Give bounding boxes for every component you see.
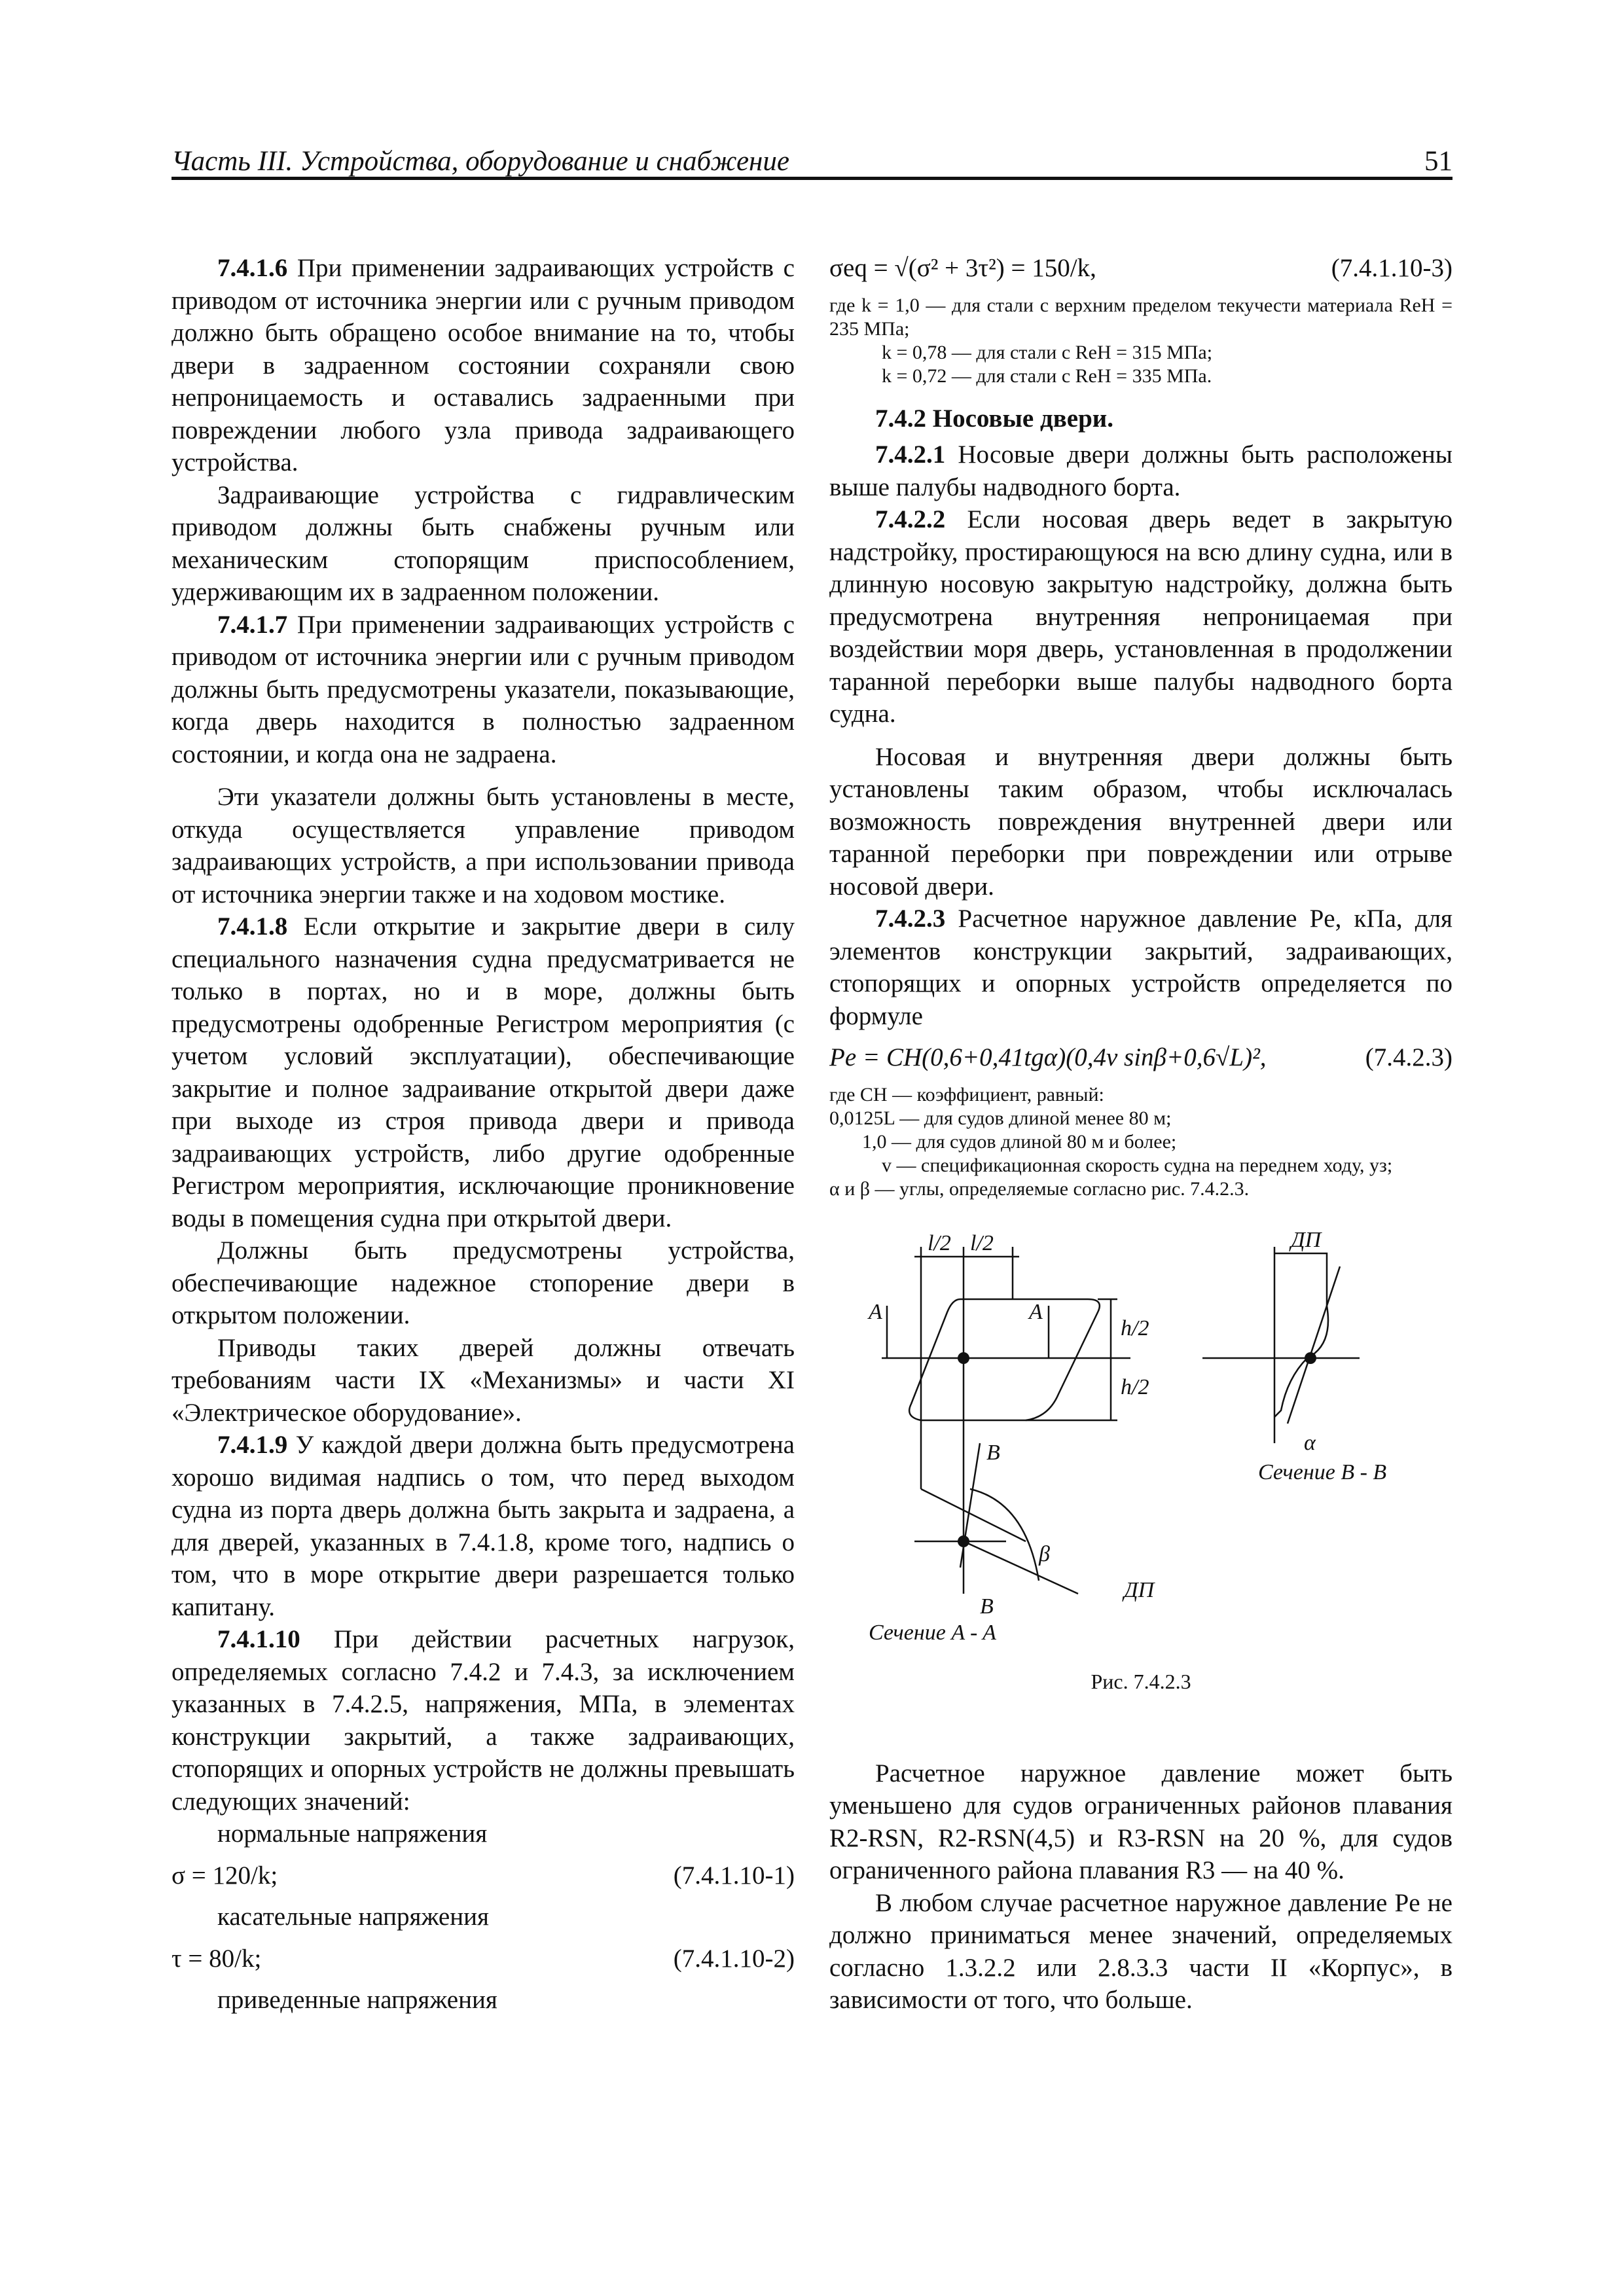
paragraph: Носовая и внутренняя двери должны быть установлены таким образом, чтобы исключалась возможность повреждения внутренней двери или таранной переборки при повреждении или отрыве носовой двери. (829, 742, 1453, 901)
centre-point (958, 1352, 969, 1364)
paragraph: Эти указатели должны быть установлены в месте, откуда осуществляется управление приводом задраивающих устройств, а при использовании привода от источника энергии также и на ходовом мостике. (171, 783, 795, 908)
tangent-line (1288, 1266, 1340, 1424)
k-definition: k = 0,72 — для стали с ReH = 335 МПа. (882, 365, 1212, 387)
paragraph-text: При применении задраивающих устройств с приводом от источника энергии или с ручным приводом должно быть обращено особое внимание на то, чтобы двери в задраенном состоянии сохраняли свою непроницаемость и оставались задраенными при повреждении любого узла привода задраивающего устройства. (171, 254, 795, 476)
clause-number: 7.4.2.3 (875, 905, 946, 933)
tangent-line (921, 1489, 1026, 1541)
caption-section-aa: Сечение A - A (869, 1620, 996, 1645)
paragraph-text: Если носовая дверь ведет в закрытую надстройку, простирающуюся на всю длину судна, или в длинную носовую закрытую надстройку, должна быть предусмотрена внутренняя непроницаемая при воздействии моря дверь, установленная в продолжении таранной переборки выше палубы надводного борта судна. (829, 505, 1453, 728)
equation-number: (7.4.2.3) (1365, 1043, 1453, 1071)
door-geometry-diagram (829, 1227, 1453, 1653)
centre-point (1305, 1352, 1316, 1364)
paragraph-minimum: В любом случае расчетное наружное давление Pe не должно приниматься менее значений, определяемых согласно 1.3.2.2 или 2.8.3.3 части II «Корпус», в зависимости от того, что больше. (829, 1888, 1453, 2014)
paragraph-7422 (829, 503, 1453, 730)
label-section-a: A (869, 1299, 882, 1324)
left-column (171, 252, 795, 2017)
paragraph-text: Если открытие и закрытие двери в силу специального назначения судна предусматривается не только в портах, но и в море, должны быть предусмотрены одобренные Регистром мероприятия (с учетом условий эксплуатации), обеспечивающие закрытие и полное задраивание открытой двери даже при выходе из строя привода двери и привода задраивающих устройств, либо другие одобренные Регистром мероприятия, исключающие проникновение воды в помещения судна при открытой двери. (171, 912, 795, 1232)
equation-body: Pe = CH(0,6+0,41tgα)(0,4v sinβ+0,6√L)², (829, 1043, 1267, 1071)
header-rule (171, 177, 1453, 180)
k-definition: k = 0,78 — для стали с ReH = 315 МПа; (882, 341, 1213, 363)
equation-number: (7.4.1.10-1) (673, 1861, 795, 1890)
paragraph-text: Носовые двери должны быть расположены выше палубы надводного борта. (829, 440, 1453, 501)
right-column (829, 252, 1453, 2017)
label-alpha: α (1304, 1430, 1316, 1455)
k-definitions (829, 294, 1453, 388)
running-header-title: Часть III. Устройства, оборудование и снабжение (171, 146, 789, 177)
paragraph-7417 (171, 609, 795, 771)
label-h2: h/2 (1121, 1316, 1149, 1340)
door-outline (909, 1299, 1100, 1420)
paragraph-7418 (171, 910, 795, 1234)
equation-74110-1 (171, 1859, 795, 1892)
label-dp: ДП (1124, 1577, 1155, 1602)
equation-7423 (829, 1041, 1453, 1074)
equation-74110-2 (171, 1943, 795, 1975)
definition: где CH — коэффициент, равный: (829, 1083, 1104, 1105)
equation-74110-3 (829, 252, 1453, 285)
paragraph-reduction: Расчетное наружное давление может быть уменьшено для судов ограниченных районов плавания R2-RSN, R2-RSN(4,5) и R3-RSN на 20 %, для судов ограниченного района плавания R3 — на 40 %. (829, 1759, 1453, 1884)
clause-number: 7.4.2.2 (875, 505, 946, 533)
equation-body: σ = 120/k; (171, 1861, 278, 1890)
k-definition: где k = 1,0 — для стали с верхним пределом текучести материала ReH = 235 МПа; (829, 294, 1453, 340)
clause-number: 7.4.1.6 (217, 254, 288, 282)
equation-body: σeq = √(σ² + 3τ²) = 150/k, (829, 254, 1096, 282)
label-section-a: A (1029, 1299, 1043, 1324)
section-bb-outline (1274, 1253, 1328, 1417)
paragraph-74110 (171, 1623, 795, 1818)
paragraph-text: При действии расчетных нагрузок, определяемых согласно 7.4.2 и 7.4.3, за исключением указанных в 7.4.2.5, напряжения, МПа, в элементах конструкции закрытий, а также задраивающих, стопорящих и опорных устройств не должны превышать следующих значений: (171, 1625, 795, 1816)
page-number: 51 (1424, 146, 1453, 177)
equation-number: (7.4.1.10-2) (673, 1944, 795, 1973)
label-h2: h/2 (1121, 1374, 1149, 1399)
caption-section-bb: Сечение B - B (1258, 1460, 1387, 1484)
centre-point (958, 1535, 969, 1547)
section-heading-742: 7.4.2 Носовые двери. (875, 404, 1114, 433)
clause-number: 7.4.1.9 (217, 1431, 288, 1459)
equation-body: τ = 80/k; (171, 1944, 262, 1973)
definition: v — спецификационная скорость судна на переднем ходу, уз; (882, 1154, 1393, 1176)
clause-number: 7.4.1.8 (217, 912, 288, 941)
label-shear-stress: касательные напряжения (217, 1903, 489, 1931)
label-dp: ДП (1291, 1227, 1322, 1252)
figure-7423 (829, 1227, 1453, 1698)
clause-number: 7.4.1.10 (217, 1625, 300, 1653)
clause-number: 7.4.2.1 (875, 440, 946, 469)
definition: 1,0 — для судов длиной 80 м и более; (862, 1130, 1177, 1153)
variable-definitions (829, 1083, 1453, 1201)
paragraph-text: У каждой двери должна быть предусмотрена хорошо видимая надпись о том, что перед выходом судна из порта дверь должна быть закрыта и задраена, а для дверей, указанных в 7.4.1.8, кроме того, надпись о том, что в море открытие двери разрешается только капитану. (171, 1431, 795, 1621)
waterline-curve (970, 1489, 1039, 1581)
definition: α и β — углы, определяемые согласно рис. 7.4.2.3. (829, 1177, 1250, 1200)
definition: 0,0125L — для судов длиной менее 80 м; (829, 1107, 1172, 1129)
label-beta: β (1039, 1541, 1050, 1566)
paragraph-text: Расчетное наружное давление Pe, кПа, для элементов конструкции закрытий, задраивающих, стопорящих и опорных устройств определяется по формуле (829, 905, 1453, 1030)
paragraph-text: При применении задраивающих устройств с приводом от источника энергии или с ручным приводом должны быть предусмотрены указатели, показывающие, когда дверь находится в полностью задраенном состоянии, и когда она не задраена. (171, 610, 795, 768)
label-reduced-stress: приведенные напряжения (217, 1986, 497, 2014)
paragraph-7419 (171, 1429, 795, 1623)
label-normal-stress: нормальные напряжения (217, 1820, 488, 1848)
clause-number: 7.4.1.7 (217, 610, 288, 639)
paragraph-7423 (829, 903, 1453, 1032)
paragraph: Задраивающие устройства с гидравлическим приводом должны быть снабжены ручным или механическим стопорящим приспособлением, удерживающим их в задраенном положении. (171, 480, 795, 606)
equation-number: (7.4.1.10-3) (1331, 254, 1453, 282)
paragraph-7421 (829, 439, 1453, 503)
label-section-b: B (980, 1594, 994, 1619)
dim-line (964, 1541, 1078, 1594)
figure-caption: Рис. 7.4.2.3 (1091, 1670, 1191, 1693)
paragraph-7416 (171, 252, 795, 479)
label-l2: l/2 (928, 1230, 951, 1255)
label-l2: l/2 (970, 1230, 994, 1255)
paragraph: Должны быть предусмотрены устройства, обеспечивающие надежное стопорение двери в открытом положении. (171, 1236, 795, 1329)
label-section-b: B (986, 1440, 1000, 1465)
paragraph: Приводы таких дверей должны отвечать требованиям части IX «Механизмы» и части XI «Электрическое оборудование». (171, 1333, 795, 1427)
